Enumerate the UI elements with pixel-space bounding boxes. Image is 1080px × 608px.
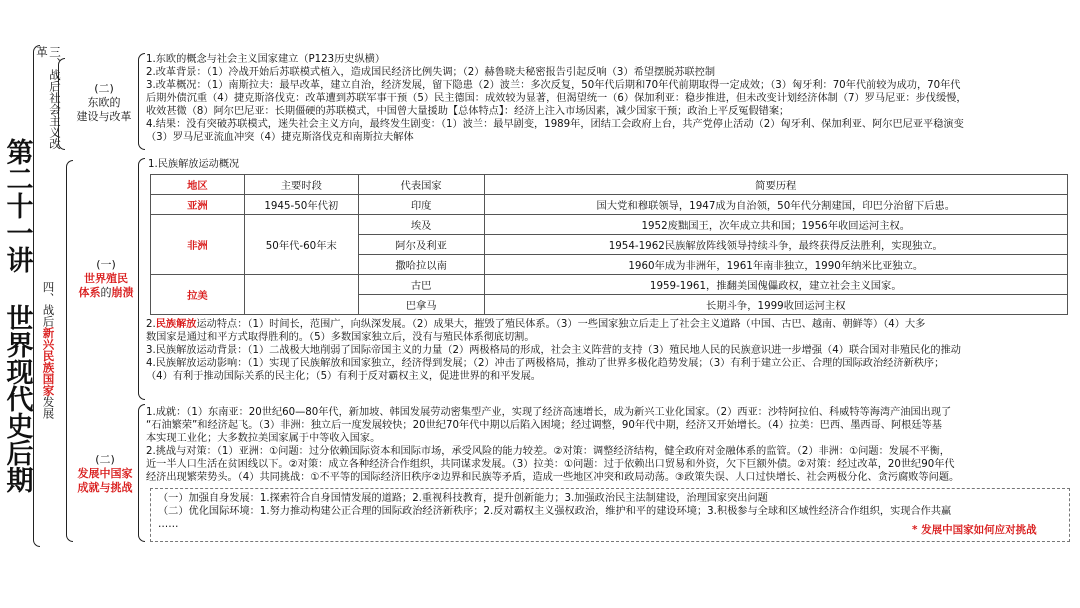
dev-line-3: 本实现工业化；大多数拉美国家属于中等收入国家。 — [146, 433, 381, 444]
sub-one-line2: 世界殖民 — [84, 272, 128, 285]
section4-label-pre: 四、战后 — [41, 281, 56, 327]
box-line-2: （二）优化国际环境：1.努力推动构建公正合理的国际政治经济新秩序；2.反对霸权主义强权政治，维护和平的建设环境；3.积极参与全球和区域性经济合作组织，实现合作共赢 — [158, 506, 952, 517]
sub-east-num: (二) — [94, 82, 114, 95]
liberation-table — [150, 174, 1068, 315]
dev-line-4: 2.挑战与对策：（1）亚洲：①问题：过分依赖国际资本和国际市场，承受风险的能力较差。②对策：调整经济结构，健全政府对金融体系的监管。（2）非洲：①问题：发展不平衡， — [146, 446, 950, 457]
cell-history: 1959-1961，推翻美国傀儡政权，建立社会主义国家。 — [484, 275, 1067, 295]
cell-history: 1952废黜国王，次年成立共和国；1956年收回运河主权。 — [484, 215, 1067, 235]
dev-line-6: 经济出现繁荣势头。（4）共同挑战：①不平等的国际经济旧秩序②边界和民族等矛盾，造成一些地区冲突和政局动荡。③政策失误、人口过快增长、社会两极分化、贪污腐败等问题。 — [146, 472, 960, 483]
lib-line-2-num: 2. — [146, 319, 156, 330]
east-line-6: 4.结果：没有突破苏联模式，迷失社会主义方向，最终发生剧变：（1）波兰：最早剧变，1989年，团结工会政府上台，共产党停止活动（2）匈牙利、保加利亚、阿尔巴尼亚平稳演变 — [146, 119, 964, 130]
table-row — [151, 215, 1068, 235]
cell-region: 非洲 — [151, 215, 245, 275]
east-line-5: 收效甚微（8）阿尔巴尼亚：长期僵硬的苏联模式，中国曾大量援助【总体特点】：经济上注入市场因素，减少国家干预；政治上平反冤假错案； — [146, 106, 790, 117]
section3-label: 三、战后社会主义改革 — [35, 46, 62, 150]
section3-brace — [58, 58, 65, 150]
east-line-2: 2.改革背景：（1）冷战开始后苏联模式植入，造成国民经济比例失调；（2）赫鲁晓夫秘密报告引起反响（3）希望摆脱苏联控制 — [146, 67, 716, 78]
section4-label-post: 发展 — [41, 396, 56, 419]
th-period: 主要时段 — [244, 175, 358, 195]
table-row — [151, 195, 1068, 215]
one-brace — [138, 158, 145, 400]
sub-one-line3-red: 崩溃 — [111, 286, 134, 299]
dev-line-2: “石油繁荣”和经济起飞。（3）非洲：独立后一度发展较快；20世纪70年代中期以后陷入困境；经过调整，90年代中期，经济又开始增长。（4）拉美：巴西、墨西哥、阿根廷等基 — [146, 420, 942, 431]
cell-region: 亚洲 — [151, 195, 245, 215]
dev-line-1: 1.成就：（1）东南亚：20世纪60—80年代，新加坡、韩国发展劳动密集型产业，实现了经济高速增长，成为新兴工业化国家。（2）西亚：沙特阿拉伯、科威特等海湾产油国出现了 — [146, 407, 952, 418]
sub-one-num: (一) — [96, 258, 116, 271]
box-note: * 发展中国家如何应对挑战 — [912, 524, 1037, 536]
th-region: 地区 — [151, 175, 245, 195]
lib-line-2 — [146, 318, 925, 331]
cell-period — [244, 275, 358, 315]
cell-period: 1945-50年代初 — [244, 195, 358, 215]
cell-history: 国大党和穆联领导，1947成为自治领，50年代分割建国，印巴分治留下后患。 — [484, 195, 1067, 215]
main-title: 第二十一讲 世界现代史后期 — [1, 137, 33, 493]
lib-line-2-red: 民族解放 — [155, 319, 197, 330]
cell-country: 印度 — [358, 195, 484, 215]
sub-one-line3-mid: 的 — [100, 286, 112, 299]
th-country: 代表国家 — [358, 175, 484, 195]
cell-period: 50年代-60年末 — [244, 215, 358, 275]
cell-history: 1954-1962民族解放阵线领导持续斗争，最终获得反法胜利，实现独立。 — [484, 235, 1067, 255]
box-line-3: …… — [158, 519, 179, 530]
lib-line-4: 4.民族解放运动影响：（1）实现了民族解放和国家独立，经济得到发展；（2）冲击了两极格局，推动了世界多极化趋势发展；（3）有利于建立公正、合理的国际政治经济新秩序； — [146, 358, 945, 369]
sub-east-line2: 东欧的 — [87, 96, 121, 109]
sub-two-num: (二) — [95, 453, 115, 466]
cell-history: 1960年成为非洲年，1961年南非独立，1990年纳米比亚独立。 — [484, 255, 1067, 275]
sub-one-label — [74, 258, 138, 300]
east-line-1: 1.东欧的概念与社会主义国家建立（P123历史纵横） — [146, 54, 386, 65]
cell-country: 巴拿马 — [358, 295, 484, 315]
table-row — [151, 275, 1068, 295]
cell-country: 埃及 — [358, 215, 484, 235]
east-line-3: 3.改革概况：（1）南斯拉夫：最早改革，建立自治，经济发展，留下隐患（2）波兰：多次反复，50年代后期和70年代前期取得一定成效；（3）匈牙利：70年代前较为成功，70年代 — [146, 80, 961, 91]
cell-region: 拉美 — [151, 275, 245, 315]
table-header-row — [151, 175, 1068, 195]
sub-east-line3: 建设与改革 — [76, 110, 132, 123]
lib-line-4b: （4）有利于推动国际关系的民主化；（5）有利于反对霸权主义，促进世界的和平发展。 — [146, 371, 541, 382]
lib-line-2b: 数国家是通过和平方式取得胜利的。（5）多数国家独立后，没有与殖民体系彻底切割。 — [146, 332, 535, 343]
cell-country: 撒哈拉以南 — [358, 255, 484, 275]
sub-one-line3-pre: 体系 — [78, 286, 101, 299]
east-line-7: （3）罗马尼亚流血冲突（4）捷克斯洛伐克和南斯拉夫解体 — [146, 132, 414, 143]
sub-east-label — [70, 82, 138, 124]
east-line-4: 后期外债沉重（4）捷克斯洛伐克：改革遭到苏联军事干预（5）民主德国：成效较为显著，但渴望统一（6）保加利亚：稳步推进，但未改变计划经济体制（7）罗马尼亚：步伐缓慢， — [146, 93, 967, 104]
th-history: 简要历程 — [484, 175, 1067, 195]
dev-line-5: 近一半人口生活在贫困线以下。②对策：成立各种经济合作组织，共同谋求发展。（3）拉美：①问题：过于依赖出口贸易和外资，欠下巨额外债。②对策：经过改革，20世纪90年代 — [146, 459, 955, 470]
lib-line-3: 3.民族解放运动背景：（1）二战极大地削弱了国际帝国主义的力量（2）两极格局的形成，社会主义阵营的支持（3）殖民地人民的民族意识进一步增强（4）联合国对非殖民化的推动 — [146, 345, 961, 356]
cell-history: 长期斗争，1999收回运河主权 — [484, 295, 1067, 315]
box-line-1: （一）加强自身发展：1.探索符合自身国情发展的道路；2.重视科技教育，提升创新能力；3.加强政治民主法制建设，治理国家突出问题 — [158, 493, 768, 504]
cell-country: 阿尔及利亚 — [358, 235, 484, 255]
table-caption: 1.民族解放运动概况 — [148, 159, 240, 170]
section4-label-red: 新兴民族国家 — [41, 327, 56, 396]
east-brace — [138, 53, 145, 150]
two-brace — [138, 404, 145, 542]
lib-line-2-rest: 运动特点：（1）时间长，范围广，向纵深发展。（2）成果大，摧毁了殖民体系。（3）一些国家独立后走上了社会主义道路（中国、古巴、越南、朝鲜等）（4）大多 — [196, 319, 926, 330]
section4-label — [40, 280, 56, 420]
sub-two-line2: 发展中国家 — [77, 467, 133, 480]
sub-two-label — [72, 453, 138, 495]
sub-two-line3: 成就与挑战 — [77, 481, 133, 494]
cell-country: 古巴 — [358, 275, 484, 295]
